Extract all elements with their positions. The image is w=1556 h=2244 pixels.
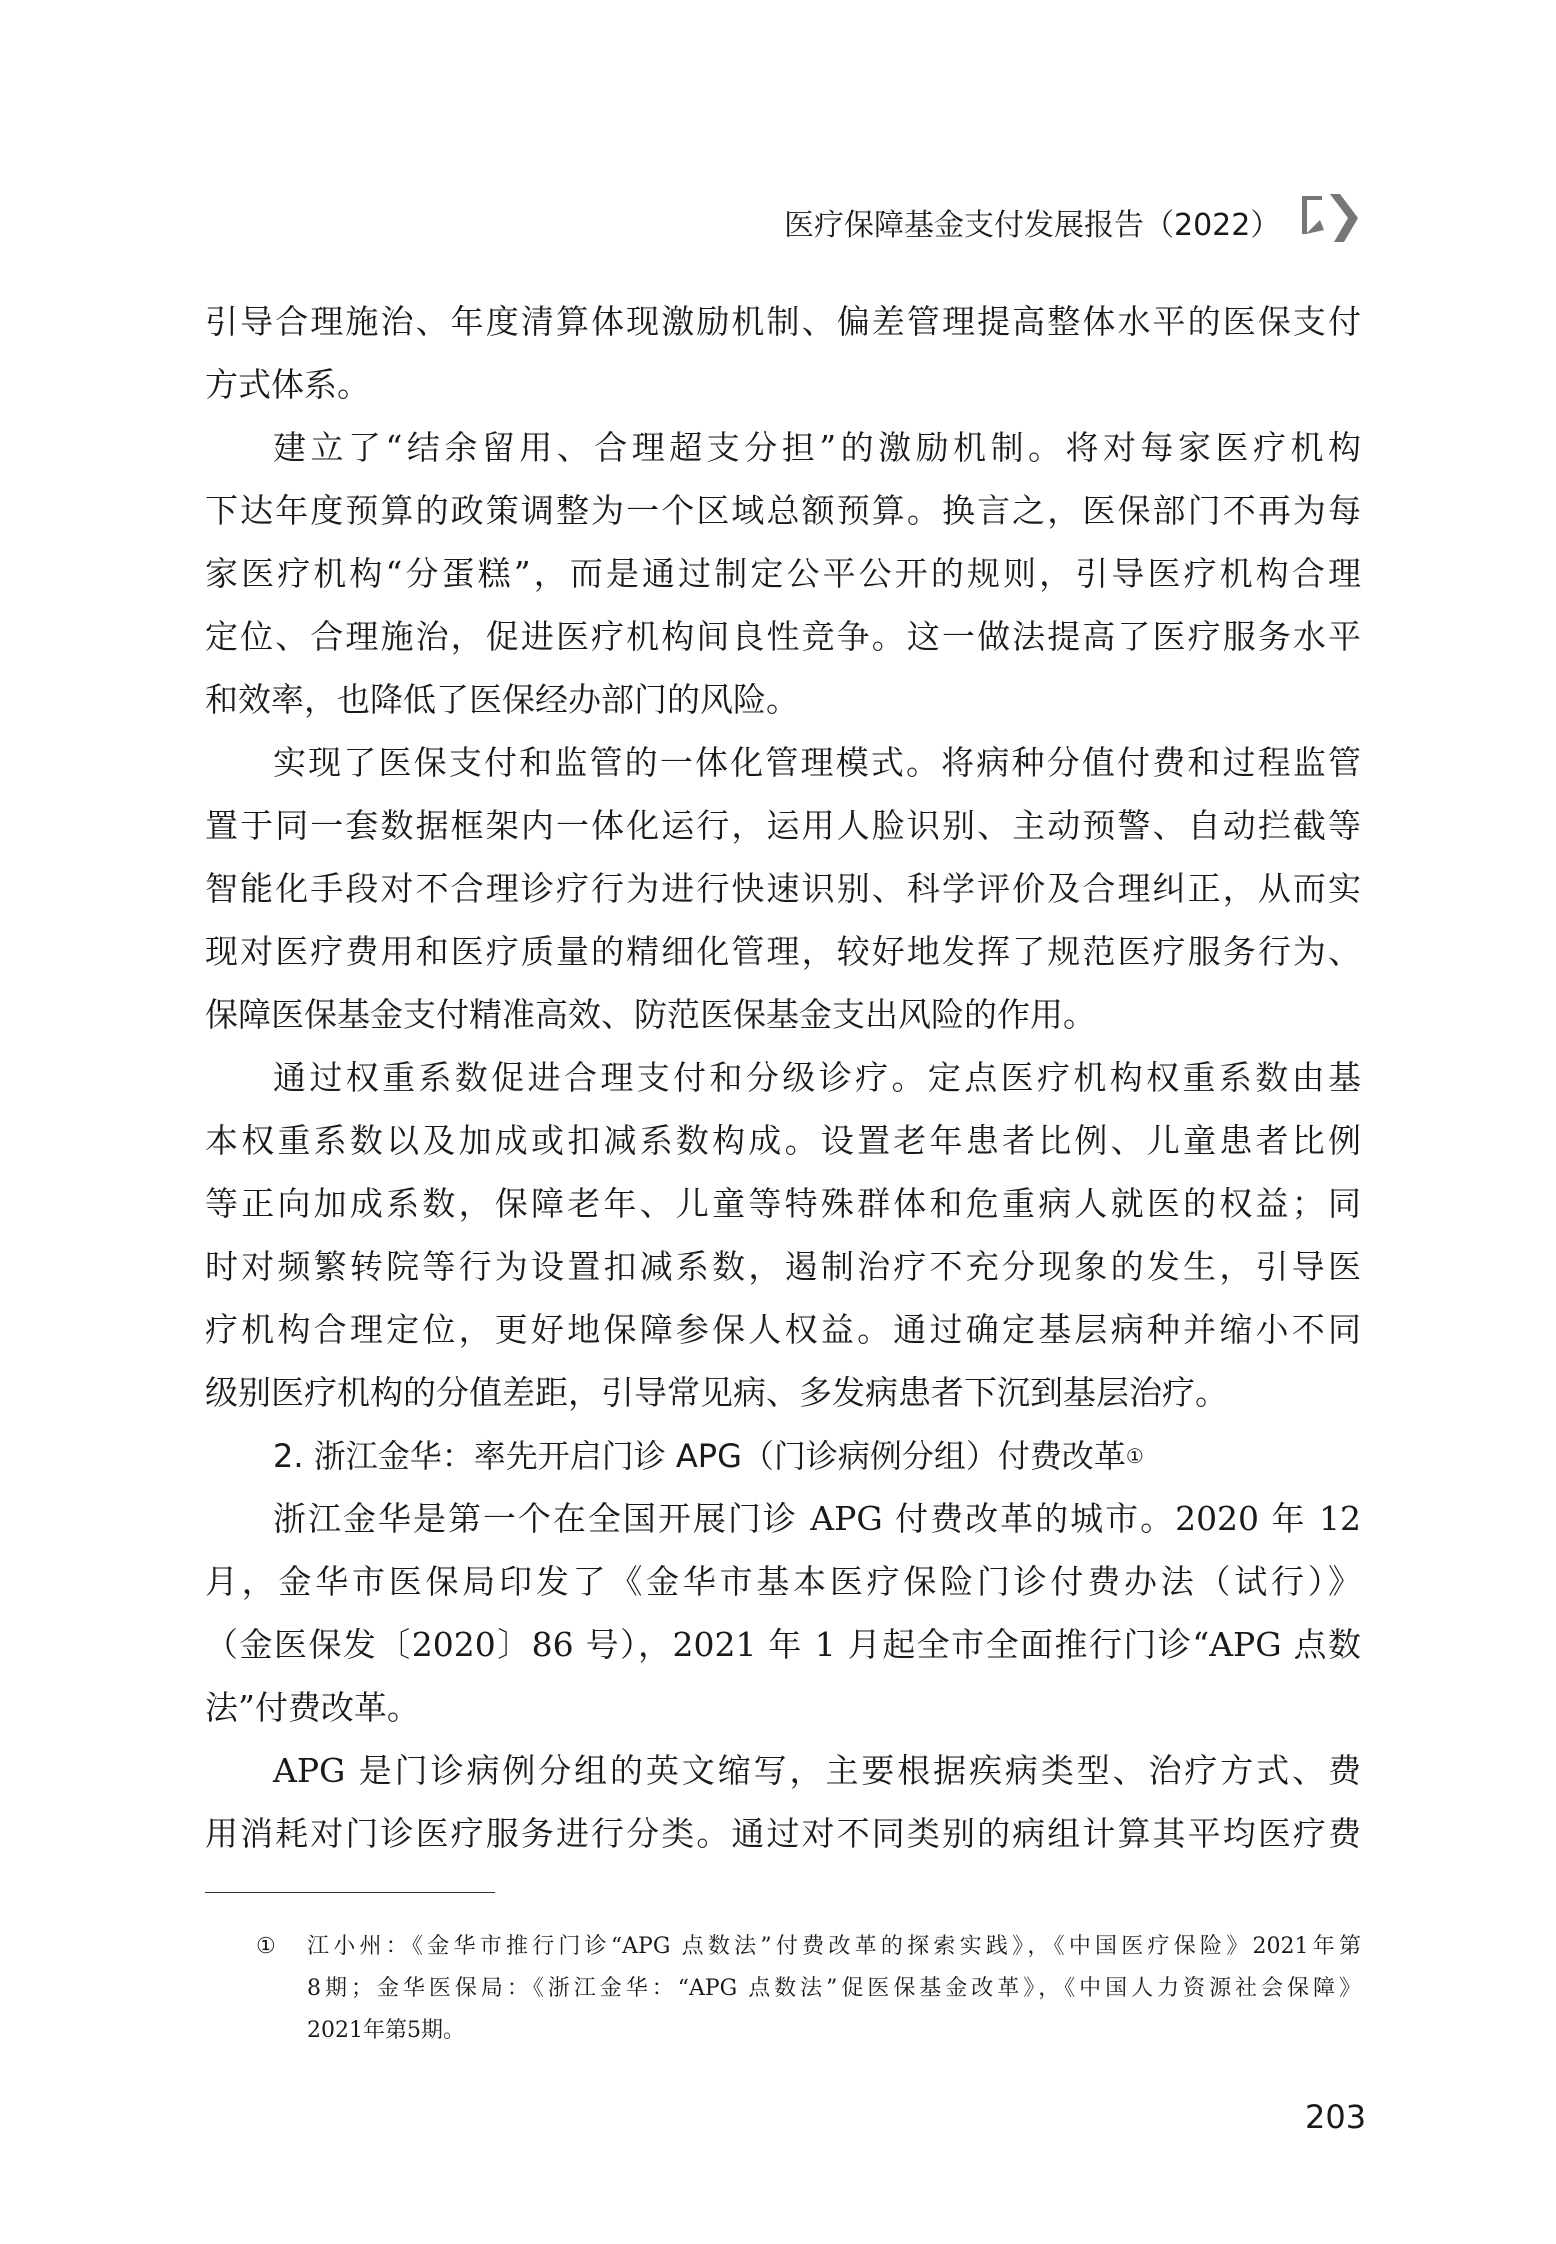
text-line [205,617,1361,657]
text-line [205,932,1361,972]
text-line [205,1184,1361,1224]
section-heading [273,1436,1361,1476]
line-text: 等正向加成系数，保障老年、儿童等特殊群体和危重病人就医的权益；同 [205,1184,1361,1223]
line-text: 方式体系。 [205,365,370,404]
text-line [205,1625,1361,1665]
text-line [205,1562,1361,1602]
footnote-divider [205,1892,495,1893]
line-text: 用消耗对门诊医疗服务进行分类。通过对不同类别的病组计算其平均医疗费 [205,1814,1361,1853]
footnote-line: 8期；金华医保局：《浙江金华：“APG 点数法”促医保基金改革》，《中国人力资源社会保障》 [307,1976,1361,2001]
line-text: 家医疗机构“分蛋糕”，而是通过制定公平公开的规则，引导医疗机构合理 [205,554,1361,593]
text-line [205,680,1361,720]
line-text: 浙江金华是第一个在全国开展门诊 APG 付费改革的城市。2020 年 12 [273,1499,1361,1538]
text-line [273,1058,1361,1098]
text-line [205,1247,1361,1287]
text-line [205,869,1361,909]
text-line [205,554,1361,594]
line-text: 和效率，也降低了医保经办部门的风险。 [205,680,799,719]
line-text: 置于同一套数据框架内一体化运行，运用人脸识别、主动预警、自动拦截等 [205,806,1361,845]
line-text: 时对频繁转院等行为设置扣减系数，遏制治疗不充分现象的发生，引导医 [205,1247,1361,1286]
line-text: 引导合理施治、年度清算体现激励机制、偏差管理提高整体水平的医保支付 [205,302,1361,341]
line-text: 级别医疗机构的分值差距，引导常见病、多发病患者下沉到基层治疗。 [205,1373,1228,1412]
page-number: 203 [1305,2098,1367,2136]
text-line [273,743,1361,783]
text-line [205,806,1361,846]
running-header-title: 医疗保障基金支付发展报告（2022） [784,208,1281,243]
line-text: 法”付费改革。 [205,1688,420,1727]
book-logo-icon [1300,190,1364,246]
line-text: APG 是门诊病例分组的英文缩写，主要根据疾病类型、治疗方式、费 [273,1751,1361,1790]
text-line [205,1310,1361,1350]
text-line [273,428,1361,468]
text-line [205,1688,1361,1728]
text-line [205,1121,1361,1161]
text-line [273,1751,1361,1791]
line-text: 实现了医保支付和监管的一体化管理模式。将病种分值付费和过程监管 [273,743,1361,782]
line-text: （金医保发〔2020〕86 号），2021 年 1 月起全市全面推行门诊“APG 点数 [205,1625,1361,1664]
text-line [205,1814,1361,1854]
line-text: 智能化手段对不合理诊疗行为进行快速识别、科学评价及合理纠正，从而实 [205,869,1361,908]
text-line [205,491,1361,531]
line-text: 疗机构合理定位，更好地保障参保人权益。通过确定基层病种并缩小不同 [205,1310,1361,1349]
footnote-line: 2021年第5期。 [307,2018,465,2043]
footnote-line: 江小州：《金华市推行门诊“APG 点数法”付费改革的探索实践》，《中国医疗保险》2021年第 [307,1934,1361,1959]
text-line [205,365,1361,405]
line-text: 建立了“结余留用、合理超支分担”的激励机制。将对每家医疗机构 [273,428,1361,467]
line-text: 现对医疗费用和医疗质量的精细化管理，较好地发挥了规范医疗服务行为、 [205,932,1361,971]
line-text: 通过权重系数促进合理支付和分级诊疗。定点医疗机构权重系数由基 [273,1058,1361,1097]
footnote-reference[interactable]: ① [1125,1444,1144,1468]
text-line [205,995,1361,1035]
text-line [205,302,1361,342]
line-text: 保障医保基金支付精准高效、防范医保基金支出风险的作用。 [205,995,1096,1034]
line-text: 下达年度预算的政策调整为一个区域总额预算。换言之，医保部门不再为每 [205,491,1361,530]
line-text: 定位、合理施治，促进医疗机构间良性竞争。这一做法提高了医疗服务水平 [205,617,1361,656]
footnote-marker: ① [256,1934,276,1959]
text-line [273,1499,1361,1539]
line-text: 2. 浙江金华：率先开启门诊 APG（门诊病例分组）付费改革 [273,1437,1126,1475]
text-line [205,1373,1361,1413]
line-text: 本权重系数以及加成或扣减系数构成。设置老年患者比例、儿童患者比例 [205,1121,1361,1160]
line-text: 月，金华市医保局印发了《金华市基本医疗保险门诊付费办法（试行）》 [205,1562,1361,1601]
